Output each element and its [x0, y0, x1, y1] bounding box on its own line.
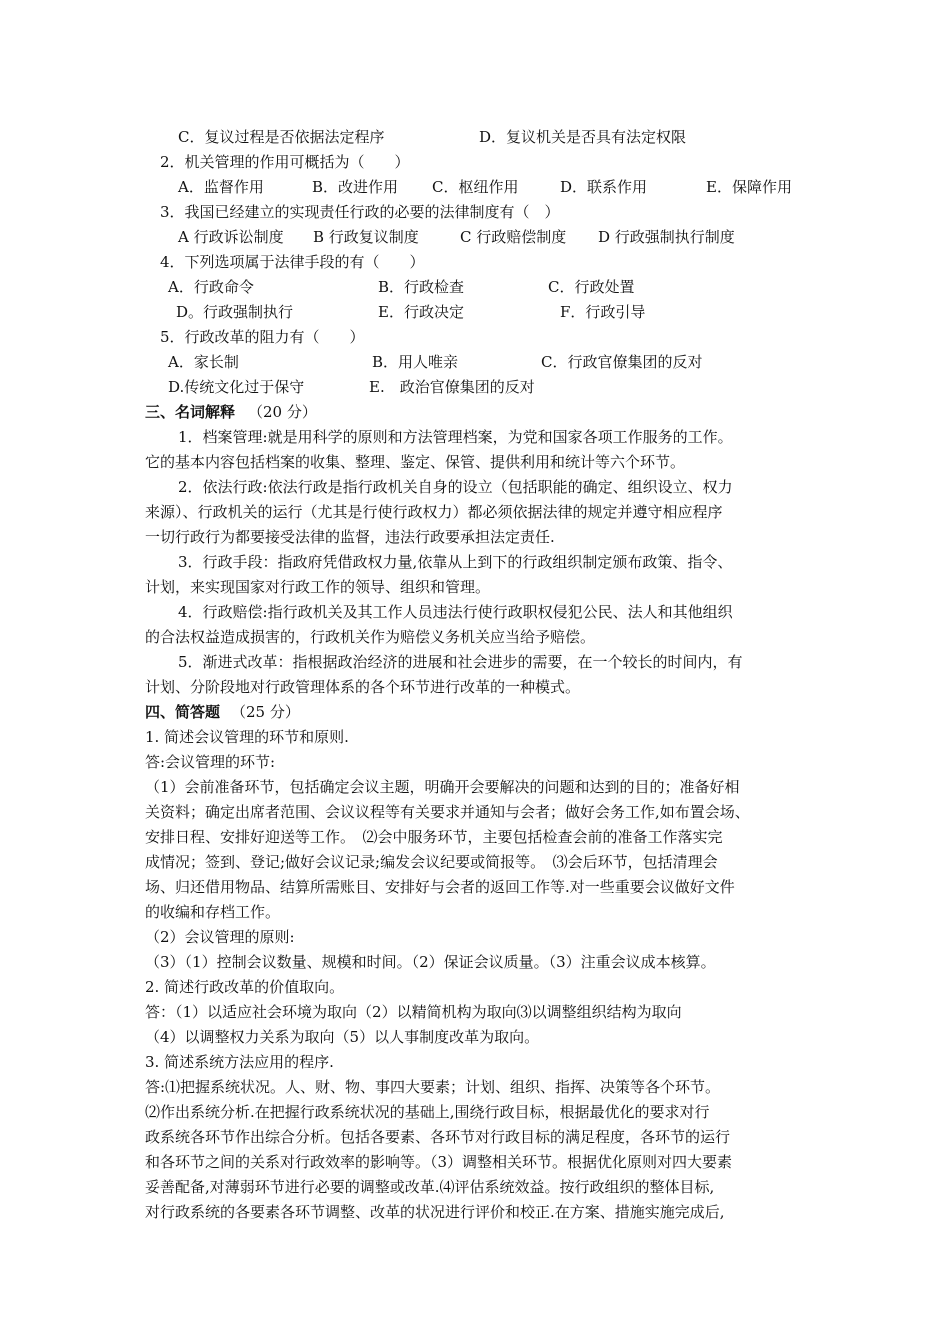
line-text: 的合法权益造成损害的，行政机关作为赔偿义务机关应当给予赔偿。 [145, 628, 596, 646]
line-text: （2）会议管理的原则: [145, 928, 295, 946]
section-title: 四、简答题 [145, 703, 221, 721]
option-b: B 行政复议制度 [313, 228, 419, 246]
option-c: C．复议过程是否依据法定程序 [178, 128, 385, 146]
option-e: E．保障作用 [706, 178, 792, 196]
option-d: D。行政强制执行 [176, 303, 294, 321]
line-text: 2. 简述行政改革的价值取向。 [145, 978, 345, 996]
section-title: 三、名词解释 [145, 403, 236, 421]
line-text: 和各环节之间的关系对行政效率的影响等。（3）调整相关环节。根据优化原则对四大要素 [145, 1153, 733, 1171]
option-c: C 行政赔偿制度 [460, 228, 567, 246]
section-score: （20 分） [248, 403, 317, 421]
line-text: （4）以调整权力关系为取向（5）以人事制度改革为取向。 [145, 1028, 540, 1046]
option-d: D．复议机关是否具有法定权限 [479, 128, 687, 146]
line-text: （1）会前准备环节，包括确定会议主题，明确开会要解决的问题和达到的目的；准备好相 [145, 778, 740, 796]
option-d: D．联系作用 [560, 178, 648, 196]
question-text: 2．机关管理的作用可概括为（ ） [160, 153, 410, 171]
line-text: 场、归还借用物品、结算所需账目、安排好与会者的返回工作等.对一些重要会议做好文件 [145, 878, 735, 896]
section-score: （25 分） [231, 703, 300, 721]
line-text: 答:⑴把握系统状况。人、财、物、事四大要素；计划、组织、指挥、决策等各个环节。 [145, 1078, 721, 1096]
line-text: 答:会议管理的环节: [145, 753, 276, 771]
option-e: E. 政治官僚集团的反对 [369, 378, 535, 396]
line-text: 关资料；确定出席者范围、会议议程等有关要求并通知与会者；做好会务工作,如布置会场、 [145, 803, 750, 821]
option-d: D 行政强制执行制度 [598, 228, 735, 246]
option-f: F．行政引导 [560, 303, 646, 321]
line-text: 5．渐进式改革：指根据政治经济的进展和社会进步的需要，在一个较长的时间内，有 [178, 653, 743, 671]
option-a: A．行政命令 [168, 278, 254, 296]
line-text: 政系统各环节作出综合分析。包括各要素、各环节对行政目标的满足程度，各环节的运行 [145, 1128, 731, 1146]
line-text: 1．档案管理:就是用科学的原则和方法管理档案，为党和国家各项工作服务的工作。 [178, 428, 733, 446]
line-text: 对行政系统的各要素各环节调整、改革的状况进行评价和校正.在方案、措施实施完成后, [145, 1203, 725, 1221]
line-text: 答：（1）以适应社会环境为取向（2）以精简机构为取向⑶以调整组织结构为取向 [145, 1003, 682, 1021]
option-e: E．行政决定 [378, 303, 464, 321]
question-text: 4．下列选项属于法律手段的有（ ） [160, 253, 425, 271]
line-text: 1. 简述会议管理的环节和原则. [145, 728, 349, 746]
option-d: D.传统文化过于保守 [168, 378, 305, 396]
line-text: 2．依法行政:依法行政是指行政机关自身的设立（包括职能的确定、组织设立、权力 [178, 478, 733, 496]
option-c: C．行政处置 [548, 278, 635, 296]
line-text: 成情况；签到、登记;做好会议记录;编发会议纪要或简报等。 ⑶会后环节，包括清理会 [145, 853, 718, 871]
question-text: 3．我国已经建立的实现责任行政的必要的法律制度有（ ） [160, 203, 560, 221]
line-text: （3）（1）控制会议数量、规模和时间。（2）保证会议质量。（3）注重会议成本核算。 [145, 953, 716, 971]
line-text: 计划，来实现国家对行政工作的领导、组织和管理。 [145, 578, 491, 596]
option-c: C．行政官僚集团的反对 [541, 353, 703, 371]
option-a: A．家长制 [168, 353, 239, 371]
option-b: B．改进作用 [312, 178, 399, 196]
line-text: 妥善配备,对薄弱环节进行必要的调整或改革.⑷评估系统效益。按行政组织的整体目标, [145, 1178, 715, 1196]
question-text: 5．行政改革的阻力有（ ） [160, 328, 365, 346]
line-text: 3．行政手段：指政府凭借政权力量,依靠从上到下的行政组织制定颁布政策、指令、 [178, 553, 733, 571]
line-text: 3. 简述系统方法应用的程序. [145, 1053, 334, 1071]
line-text: 它的基本内容包括档案的收集、整理、鉴定、保管、提供利用和统计等六个环节。 [145, 453, 686, 471]
line-text: 一切行政行为都要接受法律的监督，违法行政要承担法定责任. [145, 528, 555, 546]
line-text: 计划、分阶段地对行政管理体系的各个环节进行改革的一种模式。 [145, 678, 581, 696]
line-text: 的收编和存档工作。 [145, 903, 281, 921]
option-b: B．行政检查 [378, 278, 465, 296]
option-c: C．枢纽作用 [432, 178, 519, 196]
line-text: 4．行政赔偿:指行政机关及其工作人员违法行使行政职权侵犯公民、法人和其他组织 [178, 603, 733, 621]
option-a: A 行政诉讼制度 [178, 228, 284, 246]
line-text: 来源）、行政机关的运行（尤其是行使行政权力）都必须依据法律的规定并遵守相应程序 [145, 503, 723, 521]
option-a: A．监督作用 [178, 178, 264, 196]
line-text: 安排日程、安排好迎送等工作。 ⑵会中服务环节，主要包括检查会前的准备工作落实完 [145, 828, 723, 846]
line-text: ⑵作出系统分析.在把握行政系统状况的基础上,围绕行政目标，根据最优化的要求对行 [145, 1103, 710, 1121]
option-b: B．用人唯亲 [372, 353, 459, 371]
